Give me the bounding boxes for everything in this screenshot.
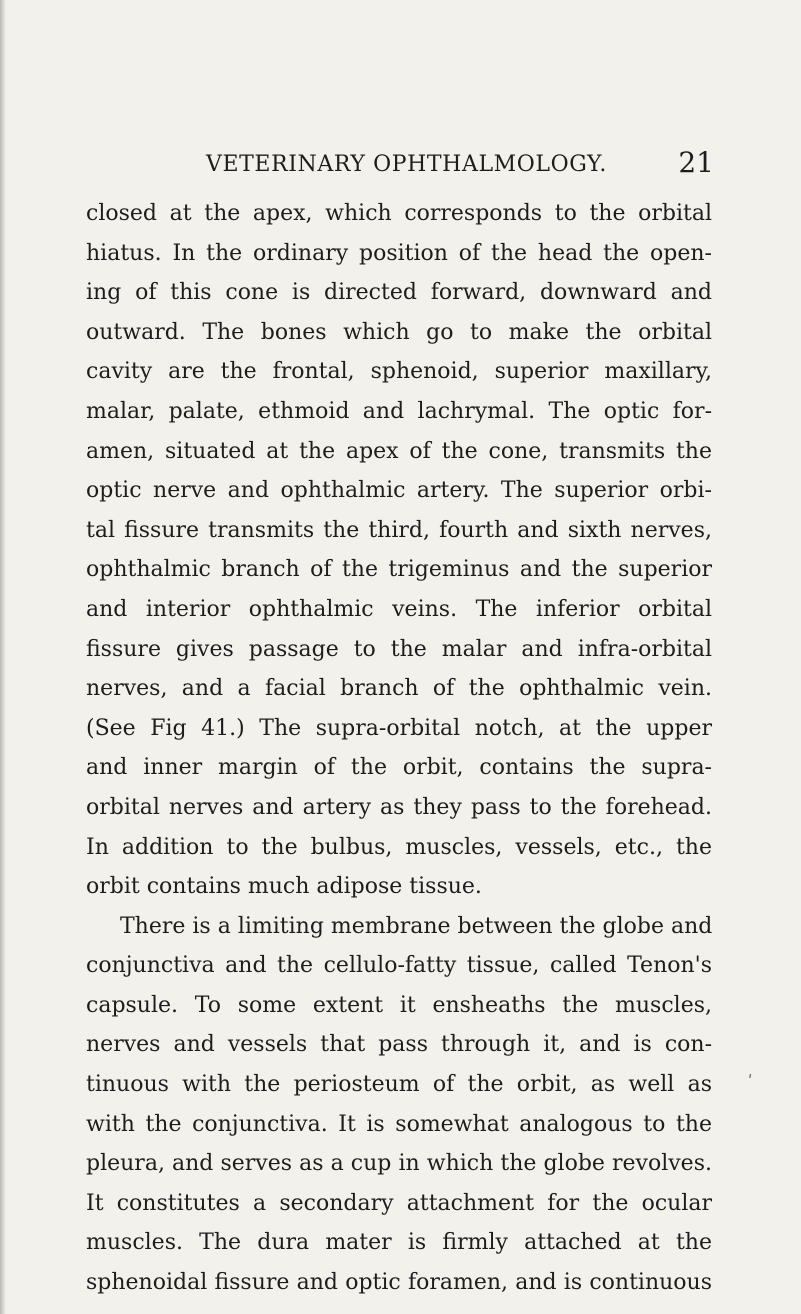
text-line: optic nerve and ophthalmic artery. The superior orbi-: [86, 478, 712, 504]
text-line: orbit contains much adipose tissue.: [86, 874, 482, 900]
text-line: ophthalmic branch of the trigeminus and the superior: [86, 557, 712, 583]
text-line: It constitutes a secondary attachment for the ocular: [86, 1190, 712, 1216]
margin-mark: ʹ: [748, 1072, 753, 1091]
text-line: cavity are the frontal, sphenoid, superior maxillary,: [86, 359, 712, 385]
text-line: with the conjunctiva. It is somewhat analogous to the: [86, 1111, 712, 1137]
text-line: sphenoidal fissure and optic foramen, and is continuous: [86, 1270, 712, 1296]
text-line: pleura, and serves as a cup in which the globe revolves.: [86, 1151, 712, 1177]
text-line: closed at the apex, which corresponds to the orbital: [86, 201, 712, 226]
text-line: outward. The bones which go to make the orbital: [86, 319, 712, 345]
text-line: muscles. The dura mater is firmly attached at the: [86, 1230, 712, 1256]
text-line: and inner margin of the orbit, contains the supra-: [86, 755, 712, 781]
text-line: hiatus. In the ordinary position of the head the open-: [86, 240, 712, 266]
text-line: In addition to the bulbus, muscles, vessels, etc., the: [86, 834, 712, 860]
text-line: orbital nerves and artery as they pass to the forehead.: [86, 794, 712, 820]
text-line: malar, palate, ethmoid and lachrymal. The optic for-: [86, 398, 712, 424]
text-line: capsule. To some extent it ensheaths the muscles,: [86, 992, 712, 1018]
page-number: 21: [678, 146, 714, 179]
text-line: nerves and vessels that pass through it, and is con-: [86, 1032, 712, 1058]
body-text: [86, 194, 712, 1303]
text-line: tinuous with the periosteum of the orbit, as well as: [86, 1072, 712, 1098]
page-header: [86, 146, 726, 182]
text-line: ing of this cone is directed forward, downward and: [86, 280, 712, 306]
text-line: (See Fig 41.) The supra-orbital notch, at the upper: [86, 715, 712, 741]
page-gutter-shadow: [0, 0, 6, 1314]
text-line: tal fissure transmits the third, fourth and sixth nerves,: [86, 517, 712, 543]
text-line: conjunctiva and the cellulo-fatty tissue, called Tenon's: [86, 953, 712, 979]
running-title: VETERINARY OPHTHALMOLOGY.: [206, 152, 607, 177]
text-line: fissure gives passage to the malar and infra-orbital: [86, 636, 712, 662]
text-line: amen, situated at the apex of the cone, transmits the: [86, 438, 712, 464]
text-line: and interior ophthalmic veins. The inferior orbital: [86, 596, 712, 622]
text-line: nerves, and a facial branch of the ophthalmic vein.: [86, 676, 712, 702]
text-line: There is a limiting membrane between the globe and: [120, 913, 713, 939]
